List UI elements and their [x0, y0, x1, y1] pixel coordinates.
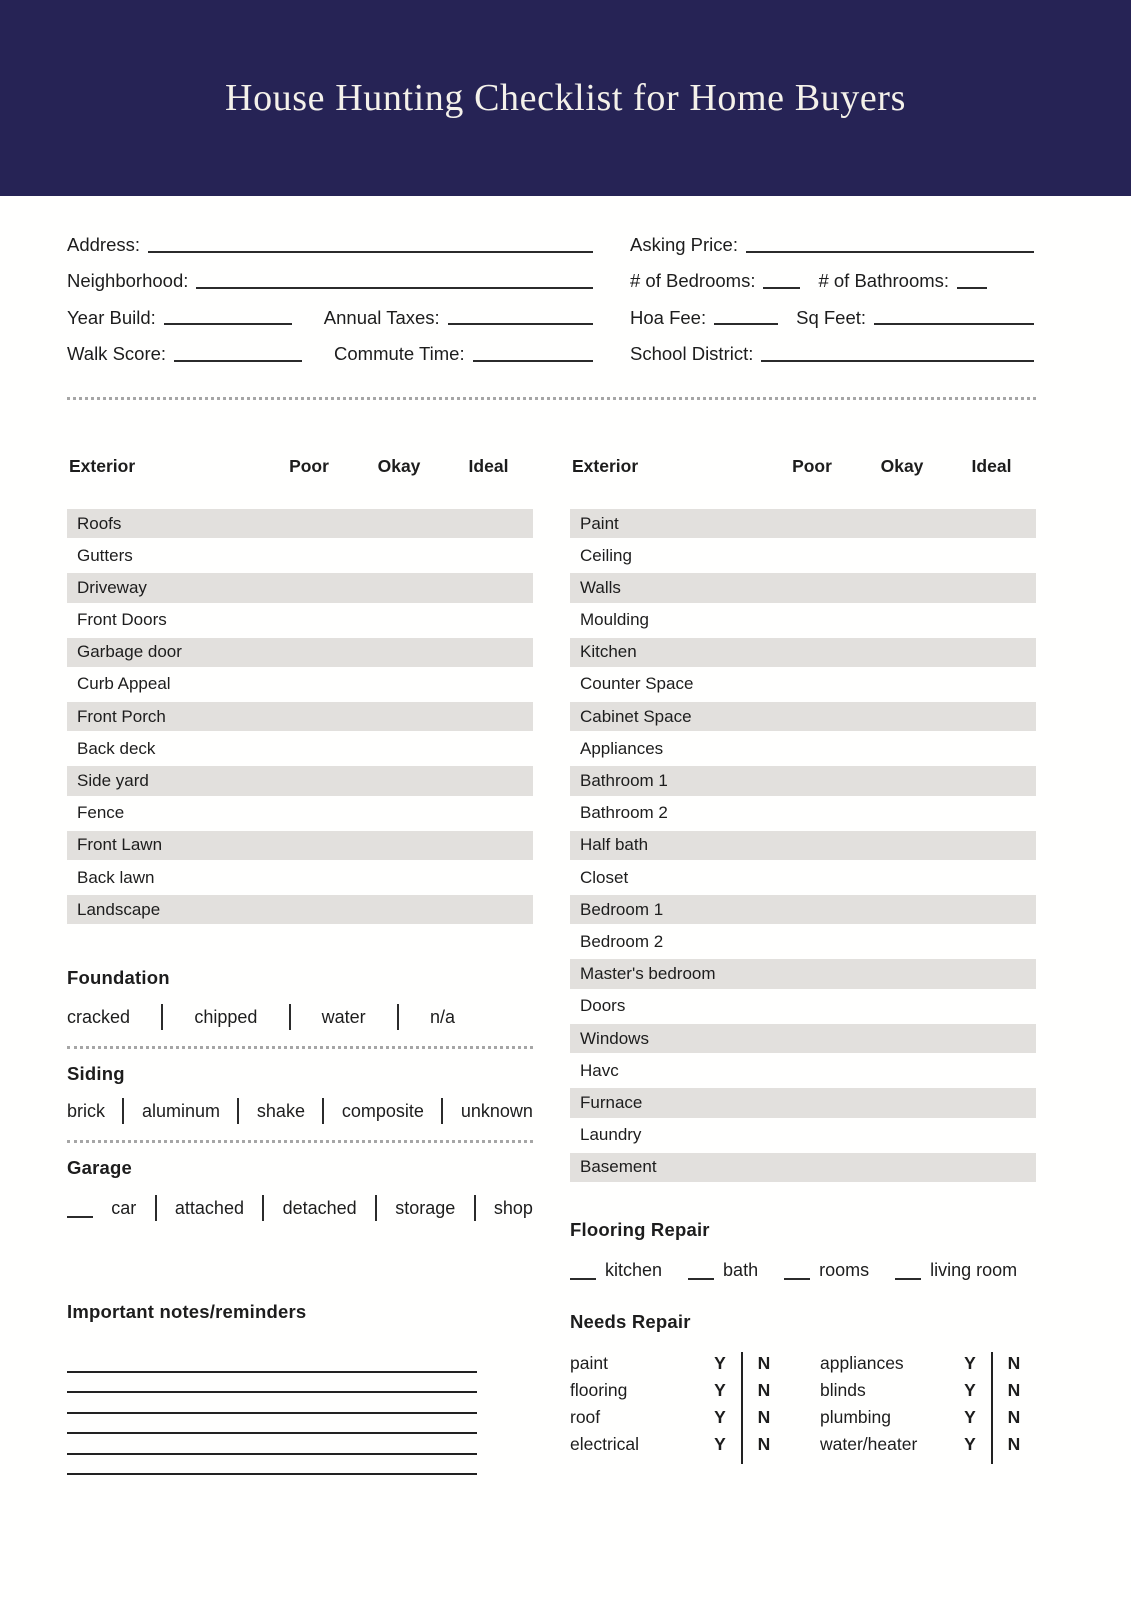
- flooring-blank-line: [895, 1269, 921, 1280]
- checklist-row: [570, 670, 1036, 699]
- garage-heading: Garage: [67, 1157, 132, 1179]
- bathrooms-label: # of Bathrooms:: [818, 270, 950, 292]
- page-title: House Hunting Checklist for Home Buyers: [225, 77, 906, 119]
- needs-repair-row: [820, 1404, 1036, 1431]
- checklist-row: [570, 895, 1036, 924]
- checklist-row-label: Bedroom 2: [580, 931, 664, 951]
- siding-options: [67, 1096, 533, 1126]
- separator-bar: [237, 1098, 239, 1124]
- checklist-row-label: Back lawn: [77, 867, 155, 887]
- checklist-row-label: Curb Appeal: [77, 674, 171, 694]
- checklist-row: [570, 638, 1036, 667]
- notes-lines: [67, 1352, 477, 1475]
- no-option: N: [757, 1406, 771, 1427]
- checklist-row: [67, 670, 533, 699]
- exterior-checklist-left: [67, 509, 533, 925]
- no-option: N: [757, 1379, 771, 1400]
- annual-taxes-label: Annual Taxes:: [323, 306, 440, 328]
- sq-feet-label: Sq Feet:: [796, 306, 867, 328]
- note-blank-line: [67, 1434, 477, 1455]
- checklist-row-label: Laundry: [580, 1125, 642, 1145]
- neighborhood-blank-line: [196, 276, 593, 289]
- checklist-row-label: Driveway: [77, 577, 147, 597]
- yes-option: Y: [964, 1433, 976, 1454]
- no-option: N: [1007, 1433, 1021, 1454]
- yes-option: Y: [714, 1433, 726, 1454]
- left-column: [67, 455, 533, 1476]
- no-option: N: [1007, 1352, 1021, 1373]
- checklist-row: [67, 766, 533, 795]
- needs-repair-label: paint: [570, 1352, 608, 1373]
- year-build-label: Year Build:: [67, 306, 156, 328]
- separator-bar: [397, 1004, 399, 1030]
- address-label: Address:: [67, 234, 141, 255]
- garage-option: car: [111, 1197, 137, 1218]
- checklist-row: [570, 992, 1036, 1021]
- siding-heading: Siding: [67, 1063, 125, 1085]
- checklist-columns: [67, 455, 1036, 1476]
- needs-repair-label: blinds: [820, 1379, 866, 1400]
- needs-repair-row: [570, 1377, 786, 1404]
- checklist-row-label: Front Lawn: [77, 835, 163, 855]
- foundation-options: [67, 1002, 455, 1032]
- flooring-option-group: [688, 1260, 758, 1281]
- needs-repair-label: electrical: [570, 1433, 640, 1454]
- checklist-row-label: Fence: [77, 803, 125, 823]
- checklist-row: [570, 605, 1036, 634]
- separator-bar: [289, 1004, 291, 1030]
- no-option: N: [1007, 1379, 1021, 1400]
- checklist-row-label: Front Doors: [77, 610, 167, 630]
- year-build-blank-line: [164, 312, 292, 325]
- needs-repair-label: flooring: [570, 1379, 628, 1400]
- address-blank-line: [148, 240, 593, 253]
- checklist-row-label: Paint: [580, 513, 619, 533]
- checklist-row-label: Kitchen: [580, 642, 637, 662]
- checklist-row: [570, 509, 1036, 538]
- checklist-row: [67, 702, 533, 731]
- yes-no-divider-line: [991, 1352, 993, 1464]
- annual-taxes-blank-line: [448, 312, 593, 325]
- flooring-option: rooms: [819, 1260, 870, 1281]
- checklist-row-label: Master's bedroom: [580, 964, 716, 984]
- separator-bar: [474, 1195, 476, 1221]
- garage-options: [67, 1192, 533, 1224]
- checklist-row-label: Half bath: [580, 835, 649, 855]
- checklist-row-label: Front Porch: [77, 706, 166, 726]
- asking-price-blank-line: [746, 240, 1034, 253]
- checklist-row: [67, 605, 533, 634]
- checklist-row-label: Roofs: [77, 513, 122, 533]
- checklist-row: [570, 863, 1036, 892]
- checklist-row-label: Walls: [580, 577, 621, 597]
- flooring-blank-line: [784, 1269, 810, 1280]
- flooring-option: kitchen: [605, 1260, 663, 1281]
- flooring-option-group: [570, 1260, 662, 1281]
- flooring-blank-line: [688, 1269, 714, 1280]
- checklist-row-label: Havc: [580, 1060, 619, 1080]
- separator-bar: [155, 1195, 157, 1221]
- yes-option: Y: [714, 1352, 726, 1373]
- garage-option: detached: [282, 1197, 357, 1218]
- separator-bar: [441, 1098, 443, 1124]
- checklist-row: [570, 573, 1036, 602]
- note-blank-line: [67, 1393, 477, 1414]
- yes-option: Y: [964, 1352, 976, 1373]
- flooring-blank-line: [570, 1269, 596, 1280]
- yes-option: Y: [714, 1379, 726, 1400]
- checklist-row: [570, 1120, 1036, 1149]
- garage-option: attached: [174, 1197, 244, 1218]
- hoa-fee-blank-line: [714, 312, 778, 325]
- flooring-option-group: [784, 1260, 869, 1281]
- checklist-row-label: Side yard: [77, 771, 149, 790]
- flooring-option: living room: [930, 1260, 1018, 1281]
- dotted-divider-main: [67, 397, 1036, 400]
- checklist-row: [570, 702, 1036, 731]
- needs-repair-row: [820, 1377, 1036, 1404]
- checklist-row: [67, 799, 533, 828]
- commute-time-blank-line: [473, 349, 593, 362]
- foundation-option: n/a: [429, 1006, 455, 1027]
- checklist-row: [67, 734, 533, 763]
- yes-option: Y: [964, 1379, 976, 1400]
- header-banner: [0, 0, 1131, 196]
- school-district-label: School District:: [630, 342, 754, 364]
- dotted-divider-foundation: [67, 1046, 533, 1049]
- sq-feet-blank-line: [874, 312, 1034, 325]
- column-header-poor: Poor: [289, 455, 329, 476]
- garage-option: storage: [395, 1197, 456, 1218]
- column-header-ideal: Ideal: [971, 455, 1012, 476]
- separator-bar: [262, 1195, 264, 1221]
- needs-repair-table-right: [820, 1350, 1036, 1458]
- siding-option: aluminum: [141, 1100, 220, 1121]
- checklist-row: [570, 831, 1036, 860]
- dotted-divider-siding: [67, 1140, 533, 1143]
- needs-repair-label: plumbing: [820, 1406, 892, 1427]
- content: [0, 234, 1131, 1475]
- checklist-row: [67, 638, 533, 667]
- note-blank-line: [67, 1373, 477, 1394]
- checklist-row-label: Landscape: [77, 899, 161, 919]
- address-field: [67, 234, 595, 256]
- checklist-row-label: Bedroom 1: [580, 899, 664, 919]
- checklist-row: [570, 766, 1036, 795]
- flooring-repair-options: [570, 1256, 1036, 1286]
- walk-score-label: Walk Score:: [67, 342, 167, 364]
- checklist-row-label: Windows: [580, 1028, 649, 1048]
- checklist-row: [67, 895, 533, 924]
- checklist-row-label: Basement: [580, 1157, 657, 1177]
- asking-price-field: [630, 234, 1036, 256]
- commute-time-label: Commute Time:: [334, 342, 465, 364]
- foundation-option: chipped: [194, 1006, 258, 1027]
- garage-car-blank-line: [67, 1207, 93, 1218]
- column-header-poor: Poor: [792, 455, 832, 476]
- checklist-row: [570, 1153, 1036, 1182]
- checklist-row-label: Moulding: [580, 610, 649, 630]
- school-district-field: [630, 343, 1036, 365]
- needs-repair-heading: Needs Repair: [570, 1310, 691, 1332]
- flooring-option-group: [895, 1260, 1017, 1281]
- checklist-row: [570, 1056, 1036, 1085]
- year-taxes-field: [67, 307, 595, 329]
- needs-repair-tables: [570, 1350, 1036, 1458]
- needs-repair-row: [570, 1350, 786, 1377]
- column-header-okay: Okay: [880, 455, 924, 476]
- no-option: N: [757, 1433, 771, 1454]
- checklist-row: [570, 1024, 1036, 1053]
- checklist-row: [67, 831, 533, 860]
- school-district-blank-line: [761, 349, 1034, 362]
- siding-option: composite: [341, 1100, 424, 1121]
- checklist-row-label: Garbage door: [77, 642, 182, 662]
- walk-commute-field: [67, 343, 595, 365]
- checklist-row-label: Ceiling: [580, 545, 632, 565]
- checklist-row: [570, 959, 1036, 988]
- checklist-row: [570, 799, 1036, 828]
- bedrooms-label: # of Bedrooms:: [630, 270, 756, 292]
- note-blank-line: [67, 1455, 477, 1476]
- no-option: N: [757, 1352, 771, 1373]
- checklist-row-label: Cabinet Space: [580, 706, 692, 726]
- checklist-row-label: Back deck: [77, 738, 156, 758]
- bedrooms-bathrooms-field: [630, 270, 1036, 292]
- yes-option: Y: [714, 1406, 726, 1427]
- notes-heading: Important notes/reminders: [67, 1301, 307, 1323]
- bathrooms-blank-line: [957, 276, 987, 289]
- bedrooms-blank-line: [763, 276, 800, 289]
- flooring-repair-heading: Flooring Repair: [570, 1218, 710, 1240]
- checklist-row-label: Appliances: [580, 738, 664, 758]
- foundation-heading: Foundation: [67, 967, 170, 989]
- siding-option: brick: [67, 1100, 106, 1121]
- siding-option: unknown: [460, 1100, 533, 1121]
- checklist-row-label: Counter Space: [580, 674, 694, 694]
- note-blank-line: [67, 1414, 477, 1435]
- hoa-fee-label: Hoa Fee:: [630, 306, 707, 328]
- interior-checklist-right: [570, 509, 1036, 1182]
- separator-bar: [322, 1098, 324, 1124]
- neighborhood-field: [67, 270, 595, 292]
- needs-repair-label: water/heater: [820, 1433, 918, 1454]
- flooring-option: bath: [723, 1260, 759, 1281]
- separator-bar: [122, 1098, 124, 1124]
- walk-score-blank-line: [174, 349, 302, 362]
- checklist-row: [67, 863, 533, 892]
- hoa-sqfeet-field: [630, 307, 1036, 329]
- checklist-row-label: Doors: [580, 996, 626, 1016]
- checklist-row-label: Furnace: [580, 1092, 643, 1112]
- checklist-row: [570, 927, 1036, 956]
- column-header-okay: Okay: [377, 455, 421, 476]
- checklist-row-label: Gutters: [77, 545, 133, 565]
- needs-repair-table-left: [570, 1350, 786, 1458]
- foundation-option: cracked: [67, 1006, 131, 1027]
- column-header-ideal: Ideal: [468, 455, 509, 476]
- column-header-exterior: Exterior: [69, 455, 136, 476]
- yes-no-divider-line: [741, 1352, 743, 1464]
- column-header-exterior: Exterior: [572, 455, 639, 476]
- property-info-form: [67, 234, 1036, 365]
- right-column: [570, 455, 1036, 1476]
- note-blank-line: [67, 1352, 477, 1373]
- checklist-header-right: [570, 455, 1036, 477]
- checklist-row-label: Bathroom 1: [580, 771, 668, 790]
- yes-option: Y: [964, 1406, 976, 1427]
- checklist-row: [67, 573, 533, 602]
- checklist-row: [570, 734, 1036, 763]
- needs-repair-label: roof: [570, 1406, 601, 1427]
- needs-repair-row: [570, 1404, 786, 1431]
- neighborhood-label: Neighborhood:: [67, 270, 189, 292]
- checklist-header-left: [67, 455, 533, 477]
- foundation-option: water: [321, 1006, 366, 1027]
- separator-bar: [375, 1195, 377, 1221]
- asking-price-label: Asking Price:: [630, 234, 738, 255]
- needs-repair-label: appliances: [820, 1352, 904, 1373]
- checklist-row-label: Closet: [580, 867, 629, 887]
- needs-repair-row: [820, 1431, 1036, 1458]
- checklist-row: [570, 541, 1036, 570]
- checklist-row: [570, 1088, 1036, 1117]
- needs-repair-row: [570, 1431, 786, 1458]
- checklist-row: [67, 541, 533, 570]
- no-option: N: [1007, 1406, 1021, 1427]
- checklist-row-label: Bathroom 2: [580, 803, 668, 823]
- checklist-row: [67, 509, 533, 538]
- siding-option: shake: [256, 1100, 305, 1121]
- separator-bar: [161, 1004, 163, 1030]
- garage-option: shop: [493, 1197, 533, 1218]
- needs-repair-row: [820, 1350, 1036, 1377]
